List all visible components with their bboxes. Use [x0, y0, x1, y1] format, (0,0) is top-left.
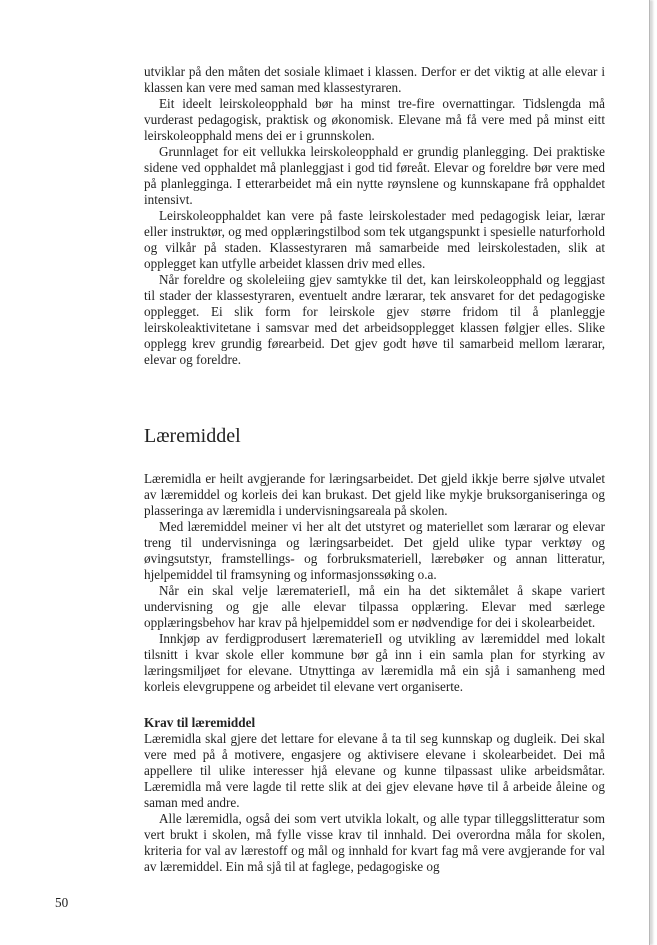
paragraph: Alle læremidla, også dei som vert utvikla lokalt, og alle typar tilleggslitteratur som vert brukt i skolen, må fylle visse krav til innhald. Dei overordna måla for skolen, kriteria for val av lærestoff og mål og innhald for kvart fag må vere avgjerande for val av læremiddel. Ein må sjå til at faglege, pedagogiske og: [144, 811, 605, 874]
paragraph: Når ein skal velje lærematerieIl, må ein ha det siktemålet å skape variert undervisning og gje alle elevar tilpassa opplæring. Elevar med særlege opplæringsbehov har krav på hjelpemiddel som er nødvendige for dei i skolearbeidet.: [144, 583, 605, 630]
subsection-heading-krav: Krav til læremiddel: [144, 715, 256, 730]
paragraph: Læremidla skal gjere det lettare for elevane å ta til seg kunnskap og dugleik. Dei skal vere med på å motivere, engasjere og aktivisere elevane i skolearbeidet. Dei må appellere til ulike interesser hjå elevane og kunne tilpassast ulike arbeidsmåtar. Læremidla må vere lagde til rette slik at dei gjev elevane høve til å arbeide åleine og saman med andre.: [144, 731, 605, 810]
paragraph: Læremidla er heilt avgjerande for læringsarbeidet. Det gjeld ikkje berre sjølve utvalet av læremiddel og korleis dei kan brukast. Det gjeld like mykje bruksorganiseringa og plasseringa av læremidla i undervisningsareala på skolen.: [144, 471, 605, 518]
paragraph: Grunnlaget for eit vellukka leirskoleopphald er grundig planlegging. Dei praktiske sidene ved opphaldet må planleggjast i god tid føreåt. Elevar og foreldre bør vere med på planlegginga. I etterarbeidet må ein nytte røynslene og kunnskapane frå opphaldet intensivt.: [144, 144, 605, 207]
page-number: 50: [55, 895, 69, 910]
paragraph: Innkjøp av ferdigprodusert lærematerieIl og utvikling av læremiddel med lokalt tilsnitt i kvar skole eller kommune bør gå inn i ein samla plan for styrking av læringsmiljøet for elevane. Utnyttinga av læremidla må ein sjå i samanheng med korleis elevgruppene og arbeidet til elevane vert organiserte.: [144, 631, 605, 694]
paragraph: Når foreldre og skoleleiing gjev samtykke til det, kan leirskoleopphald og leggjast til stader der klassestyraren, eventuelt andre lærarar, tek ansvaret for det pedagogiske opplegget. Ei slik form for leirskole gjev større fridom til å planleggje leirskoleaktivitetane i samsvar med det arbeidsopplegget klassen følgjer elles. Slike opplegg krev grundig førearbeid. Det gjev godt høve til samarbeid mellom lærarar, elevar og foreldre.: [144, 272, 605, 367]
paragraph: utviklar på den måten det sosiale klimaet i klassen. Derfor er det viktig at alle elevar i klassen kan vere med saman med klassestyraren.: [144, 64, 605, 95]
section-heading-laeremiddel: Læremiddel: [144, 425, 241, 447]
paragraph: Leirskoleopphaldet kan vere på faste leirskolestader med pedagogisk leiar, lærar eller instruktør, og med opplæringstilbod som tek utgangspunkt i spesielle naturforhold og vilkår på staden. Klassestyraren må samarbeide med leirskolestaden, slik at opplegget kan utfylle arbeidet klassen driv med elles.: [144, 208, 605, 271]
paragraph: Med læremiddel meiner vi her alt det utstyret og materiellet som lærarar og elevar treng til undervisninga og læringsarbeidet. Det gjeld ulike typar verktøy og øvingsutstyr, framstellings- og forbruksmateriell, lærebøker og annan litteratur, hjelpemiddel til framsyning og informasjonssøking o.a.: [144, 519, 605, 582]
paragraph: Eit ideelt leirskoleopphald bør ha minst tre-fire overnattingar. Tidslengda må vurderast pedagogisk, praktisk og økonomisk. Elevane må få vere med på minst eitt leirskoleopphald mens dei er i grunnskolen.: [144, 96, 605, 143]
page-content: [144, 64, 605, 875]
